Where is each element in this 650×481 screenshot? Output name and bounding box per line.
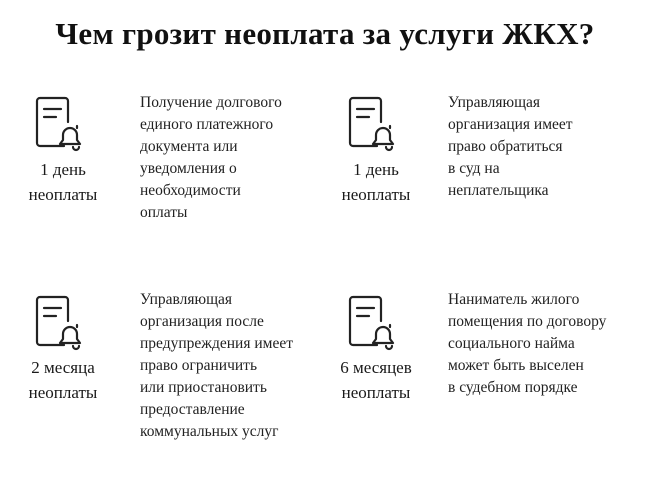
description-line: Управляющая: [448, 94, 541, 111]
period-line: неоплаты: [341, 185, 411, 204]
card-1-period: [8, 157, 118, 207]
description-line: право ограничить: [140, 357, 258, 374]
period-line: неоплаты: [28, 185, 98, 204]
description-line: Наниматель жилого: [448, 291, 580, 308]
document-bell-icon: [347, 295, 399, 351]
card-2-description: [448, 92, 573, 202]
card-4-description: [448, 289, 606, 399]
description-line: организация имеет: [448, 116, 573, 133]
card-3-period: [8, 355, 118, 405]
description-line: документа или: [140, 138, 238, 155]
description-line: право обратиться: [448, 138, 563, 155]
document-bell-icon: [34, 295, 86, 351]
page-title: Чем грозит неоплата за услуги ЖКХ?: [55, 16, 595, 51]
card-4-period: [321, 355, 431, 405]
description-line: социального найма: [448, 335, 575, 352]
description-line: оплаты: [140, 204, 188, 221]
description-line: или приостановить: [140, 379, 267, 396]
card-3-description: [140, 289, 293, 443]
document-bell-icon: [34, 96, 86, 152]
period-line: 1 день: [353, 160, 399, 179]
period-line: неоплаты: [28, 383, 98, 402]
description-line: в суд на: [448, 160, 500, 177]
description-line: Управляющая: [140, 291, 233, 308]
description-line: предоставление: [140, 401, 245, 418]
description-line: организация после: [140, 313, 264, 330]
description-line: уведомления о: [140, 160, 237, 177]
period-line: неоплаты: [341, 383, 411, 402]
document-bell-icon: [347, 96, 399, 152]
description-line: предупреждения имеет: [140, 335, 293, 352]
description-line: в судебном порядке: [448, 379, 578, 396]
description-line: единого платежного: [140, 116, 274, 133]
description-line: коммунальных услуг: [140, 423, 279, 440]
period-line: 1 день: [40, 160, 86, 179]
description-line: неплательщика: [448, 182, 549, 199]
card-2-period: [321, 157, 431, 207]
period-line: 2 месяца: [31, 358, 95, 377]
card-1-description: [140, 92, 282, 224]
period-line: 6 месяцев: [340, 358, 412, 377]
description-line: может быть выселен: [448, 357, 584, 374]
description-line: Получение долгового: [140, 94, 282, 111]
description-line: помещения по договору: [448, 313, 607, 330]
description-line: необходимости: [140, 182, 241, 199]
